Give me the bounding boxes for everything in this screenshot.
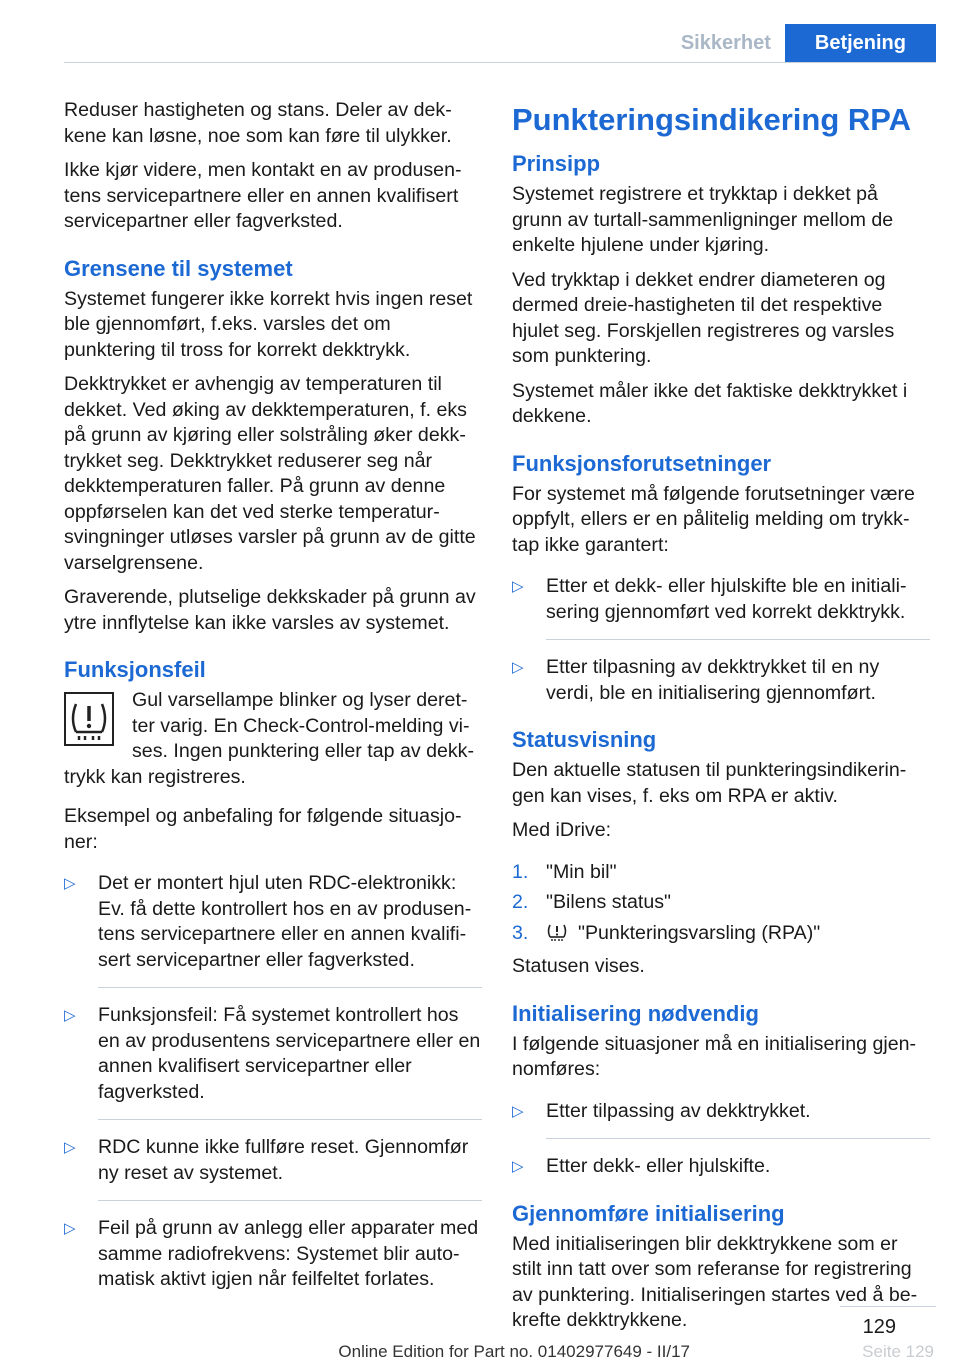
page-number: 129 (862, 1316, 896, 1338)
edition-footer: Online Edition for Part no. 01402977649 - II/17 (338, 1342, 690, 1361)
requirements-paragraph: For systemet må følgende forutsetninger være oppfylt, ellers er en pålitelig melding om trykktap ikke garantert: (512, 482, 915, 556)
step-item: 3. "Punkteringsvarsling (RPA)" (512, 921, 930, 950)
step-item: 2. "Bilens status" (512, 891, 671, 913)
list-divider (98, 1200, 482, 1201)
fault-paragraph-1: Gul varsellampe blinker og lyser deretter varig. En Check-Control-melding vises. Ingen punktering eller tap av dekktrykk kan registreres. (64, 689, 475, 788)
tire-pressure-warning-icon (546, 922, 568, 950)
list-divider (546, 1138, 930, 1139)
fault-list (64, 871, 482, 1293)
list-item: ▷ Etter et dekk- eller hjulskifte ble en initialisering gjennomført ved korrekt dekktrykk. (512, 575, 907, 623)
triangle-right-icon: ▷ (64, 1007, 76, 1024)
step-item: 1. "Min bil" (512, 860, 617, 883)
list-item: ▷ Etter tilpasning av dekktrykket til en ny verdi, ble en initialisering gjennomført. (512, 656, 880, 704)
triangle-right-icon: ▷ (512, 1102, 524, 1120)
limits-paragraph-2: Dekktrykket er avhengig av temperaturen til dekket. Ved øking av dekktemperaturen, f. eks på grunn av kjøring eller solstråling øker dekktrykket seg. Dekktrykket reduserer seg når dekktemperaturen faller. På grunn av denne oppførselen kan det ved sterke temperatursvingninger utløses varsler på grunn av de gitte varselgrensene. (64, 373, 476, 574)
page-title: Punkteringsindikering RPA (512, 102, 912, 137)
right-column (512, 98, 930, 1343)
status-paragraph-2: Med iDrive: (512, 819, 612, 841)
triangle-right-icon: ▷ (512, 578, 524, 595)
limits-paragraph-3: Graverende, plutselige dekkskader på grunn av ytre innflytelse kan ikke varsles av systemet. (64, 586, 476, 634)
init-heading: Initialisering nødvendig (512, 1000, 759, 1026)
init-paragraph: I følgende situasjoner må en initialisering gjennomføres: (512, 1032, 917, 1080)
status-paragraph-1: Den aktuelle statusen til punkteringsindikeringen kan vises, f. eks om RPA er aktiv. (512, 759, 907, 807)
principle-paragraph-3: Systemet måler ikke det faktiske dekktrykket i dekkene. (512, 379, 908, 427)
list-item: ▷ Det er montert hjul uten RDC-elektronikk: Ev. få dette kontrollert hos en av produsentens servicepartnere eller en annen kvalifisert servicepartner eller fagverksted. (64, 872, 472, 971)
principle-paragraph-2: Ved trykktap i dekket endrer diameteren og dermed dreie-hastigheten til det respektive hjulet seg. Forskjellen registreres og varsles som punktering. (512, 268, 895, 367)
list-item: ▷ RDC kunne ikke fullføre reset. Gjennomfør ny reset av systemet. (64, 1136, 469, 1184)
list-divider (98, 1119, 482, 1120)
status-heading: Statusvisning (512, 727, 657, 752)
perform-paragraph: Med initialiseringen blir dekktrykkene som er stilt inn tatt over som referanse for registrering av punktering. Initialiseringen startes ved å bekrefte dekktrykkene. (512, 1232, 918, 1331)
list-divider (98, 987, 482, 988)
fault-warning-block (64, 688, 482, 790)
intro-paragraph-2: Ikke kjør videre, men kontakt en av produsentens servicepartnere eller en annen kvalifisert servicepartner eller fagverksted. (64, 159, 462, 232)
triangle-right-icon: ▷ (64, 1139, 76, 1156)
status-paragraph-3: Statusen vises. (512, 955, 645, 977)
principle-paragraph-1: Systemet registrere et trykktap i dekket på grunn av turtall-sammenligninger mellom de enkelte hjulene under kjøring. (512, 183, 894, 256)
limits-heading: Grensene til systemet (64, 255, 293, 281)
header-divider (64, 62, 936, 63)
triangle-right-icon: ▷ (512, 659, 524, 676)
tire-pressure-warning-icon (64, 692, 114, 746)
intro-paragraph-1: Reduser hastigheten og stans. Deler av dekkene kan løsne, noe som kan føre til ulykker. (64, 99, 452, 147)
watermark: Seite 129 (862, 1342, 934, 1361)
status-steps (512, 860, 930, 950)
header-tabs (663, 24, 936, 62)
triangle-right-icon: ▷ (512, 1158, 524, 1175)
principle-heading: Prinsipp (512, 151, 601, 176)
perform-heading: Gjennomføre initialisering (512, 1200, 785, 1226)
list-item: ▷ Etter dekk- eller hjulskifte. (512, 1154, 930, 1180)
triangle-right-icon: ▷ (64, 1220, 76, 1237)
limits-paragraph-1: Systemet fungerer ikke korrekt hvis ingen reset ble gjennomført, f.eks. varsles det om punktering til tross for korrekt dekktrykk. (64, 287, 473, 361)
list-item: ▷ Etter tilpassing av dekktrykket. (512, 1099, 930, 1125)
list-item: ▷ Feil på grunn av anlegg eller apparater med samme radiofrekvens: Systemet blir automatisk aktivt igjen når feilfeltet forlates. (64, 1217, 479, 1290)
chapter-tab: Betjening (785, 24, 936, 62)
fault-paragraph-2: Eksempel og anbefaling for følgende situasjoner: (64, 805, 462, 853)
section-tab: Sikkerhet (680, 32, 771, 54)
list-divider (546, 639, 930, 640)
triangle-right-icon: ▷ (64, 875, 76, 892)
footer-divider (840, 1306, 936, 1307)
requirements-list (512, 574, 930, 706)
fault-heading: Funksjonsfeil (64, 657, 206, 682)
init-list (512, 1099, 930, 1180)
list-item: ▷ Funksjonsfeil: Få systemet kontrollert hos en av produsentens servicepartnere eller en annen kvalifisert servicepartner eller fagverksted. (64, 1004, 481, 1103)
requirements-heading: Funksjonsforutsetninger (512, 450, 772, 476)
left-column (64, 98, 482, 1307)
